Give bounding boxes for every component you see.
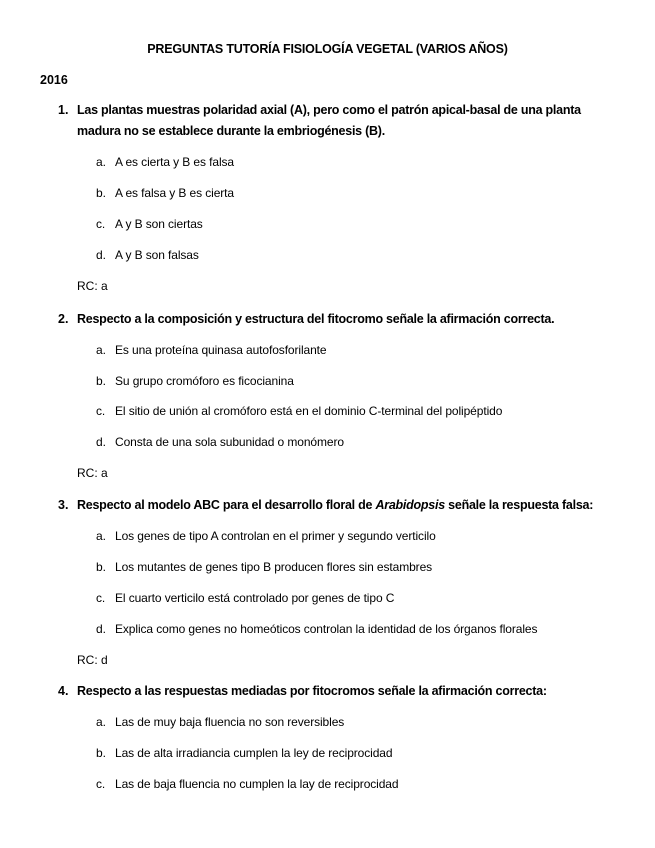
question-number: 1. bbox=[58, 103, 69, 117]
year-heading: 2016 bbox=[40, 73, 68, 87]
option-letter: c. bbox=[96, 591, 106, 605]
question-text: Respecto a las respuestas mediadas por fitocromos señale la afirmación correcta: bbox=[77, 684, 547, 698]
answer-key: RC: a bbox=[77, 466, 108, 480]
option-text: A y B son ciertas bbox=[115, 217, 203, 231]
option-letter: a. bbox=[96, 343, 106, 357]
question-text-part: señale la respuesta falsa: bbox=[444, 498, 594, 512]
option-letter: c. bbox=[96, 777, 106, 791]
option-text: El cuarto verticilo está controlado por genes de tipo C bbox=[115, 591, 395, 605]
option-text: Explica como genes no homeóticos controlan la identidad de los órganos florales bbox=[115, 622, 538, 636]
option-letter: c. bbox=[96, 217, 106, 231]
option-letter: a. bbox=[96, 529, 106, 543]
option-letter: a. bbox=[96, 715, 106, 729]
option-letter: b. bbox=[96, 746, 106, 760]
question-text-part: Respecto al modelo ABC para el desarrollo floral de bbox=[77, 498, 376, 512]
question-text: Las plantas muestras polaridad axial (A), pero como el patrón apical-basal de una planta madura no se establece durante la embriogénesis (B). bbox=[77, 103, 581, 138]
option-text: Su grupo cromóforo es ficocianina bbox=[115, 374, 294, 388]
option-text: Las de baja fluencia no cumplen la lay de reciprocidad bbox=[115, 777, 399, 791]
option-text: Las de alta irradiancia cumplen la ley de reciprocidad bbox=[115, 746, 393, 760]
answer-key: RC: a bbox=[77, 279, 108, 293]
option-letter: b. bbox=[96, 560, 106, 574]
question-text: Respecto a la composición y estructura del fitocromo señale la afirmación correcta. bbox=[77, 312, 555, 326]
option-text: A es cierta y B es falsa bbox=[115, 155, 234, 169]
italic-term: Arabidopsis bbox=[375, 498, 445, 512]
answer-key: RC: d bbox=[77, 653, 108, 667]
option-text: A y B son falsas bbox=[115, 248, 199, 262]
option-letter: b. bbox=[96, 374, 106, 388]
option-letter: b. bbox=[96, 186, 106, 200]
option-text: Los genes de tipo A controlan en el primer y segundo verticilo bbox=[115, 529, 436, 543]
option-text: A es falsa y B es cierta bbox=[115, 186, 234, 200]
question-text bbox=[77, 495, 607, 516]
option-letter: c. bbox=[96, 404, 106, 418]
option-letter: d. bbox=[96, 622, 106, 636]
option-text: Los mutantes de genes tipo B producen flores sin estambres bbox=[115, 560, 433, 574]
option-text: Es una proteína quinasa autofosforilante bbox=[115, 343, 327, 357]
option-letter: d. bbox=[96, 248, 106, 262]
question-number: 4. bbox=[58, 684, 69, 698]
document-title: PREGUNTAS TUTORÍA FISIOLOGÍA VEGETAL (VARIOS AÑOS) bbox=[147, 42, 508, 56]
option-text: El sitio de unión al cromóforo está en el dominio C-terminal del polipéptido bbox=[115, 404, 503, 418]
question-number: 3. bbox=[58, 498, 69, 512]
option-text: Las de muy baja fluencia no son reversibles bbox=[115, 715, 345, 729]
option-letter: d. bbox=[96, 435, 106, 449]
question-number: 2. bbox=[58, 312, 69, 326]
option-text: Consta de una sola subunidad o monómero bbox=[115, 435, 344, 449]
option-letter: a. bbox=[96, 155, 106, 169]
